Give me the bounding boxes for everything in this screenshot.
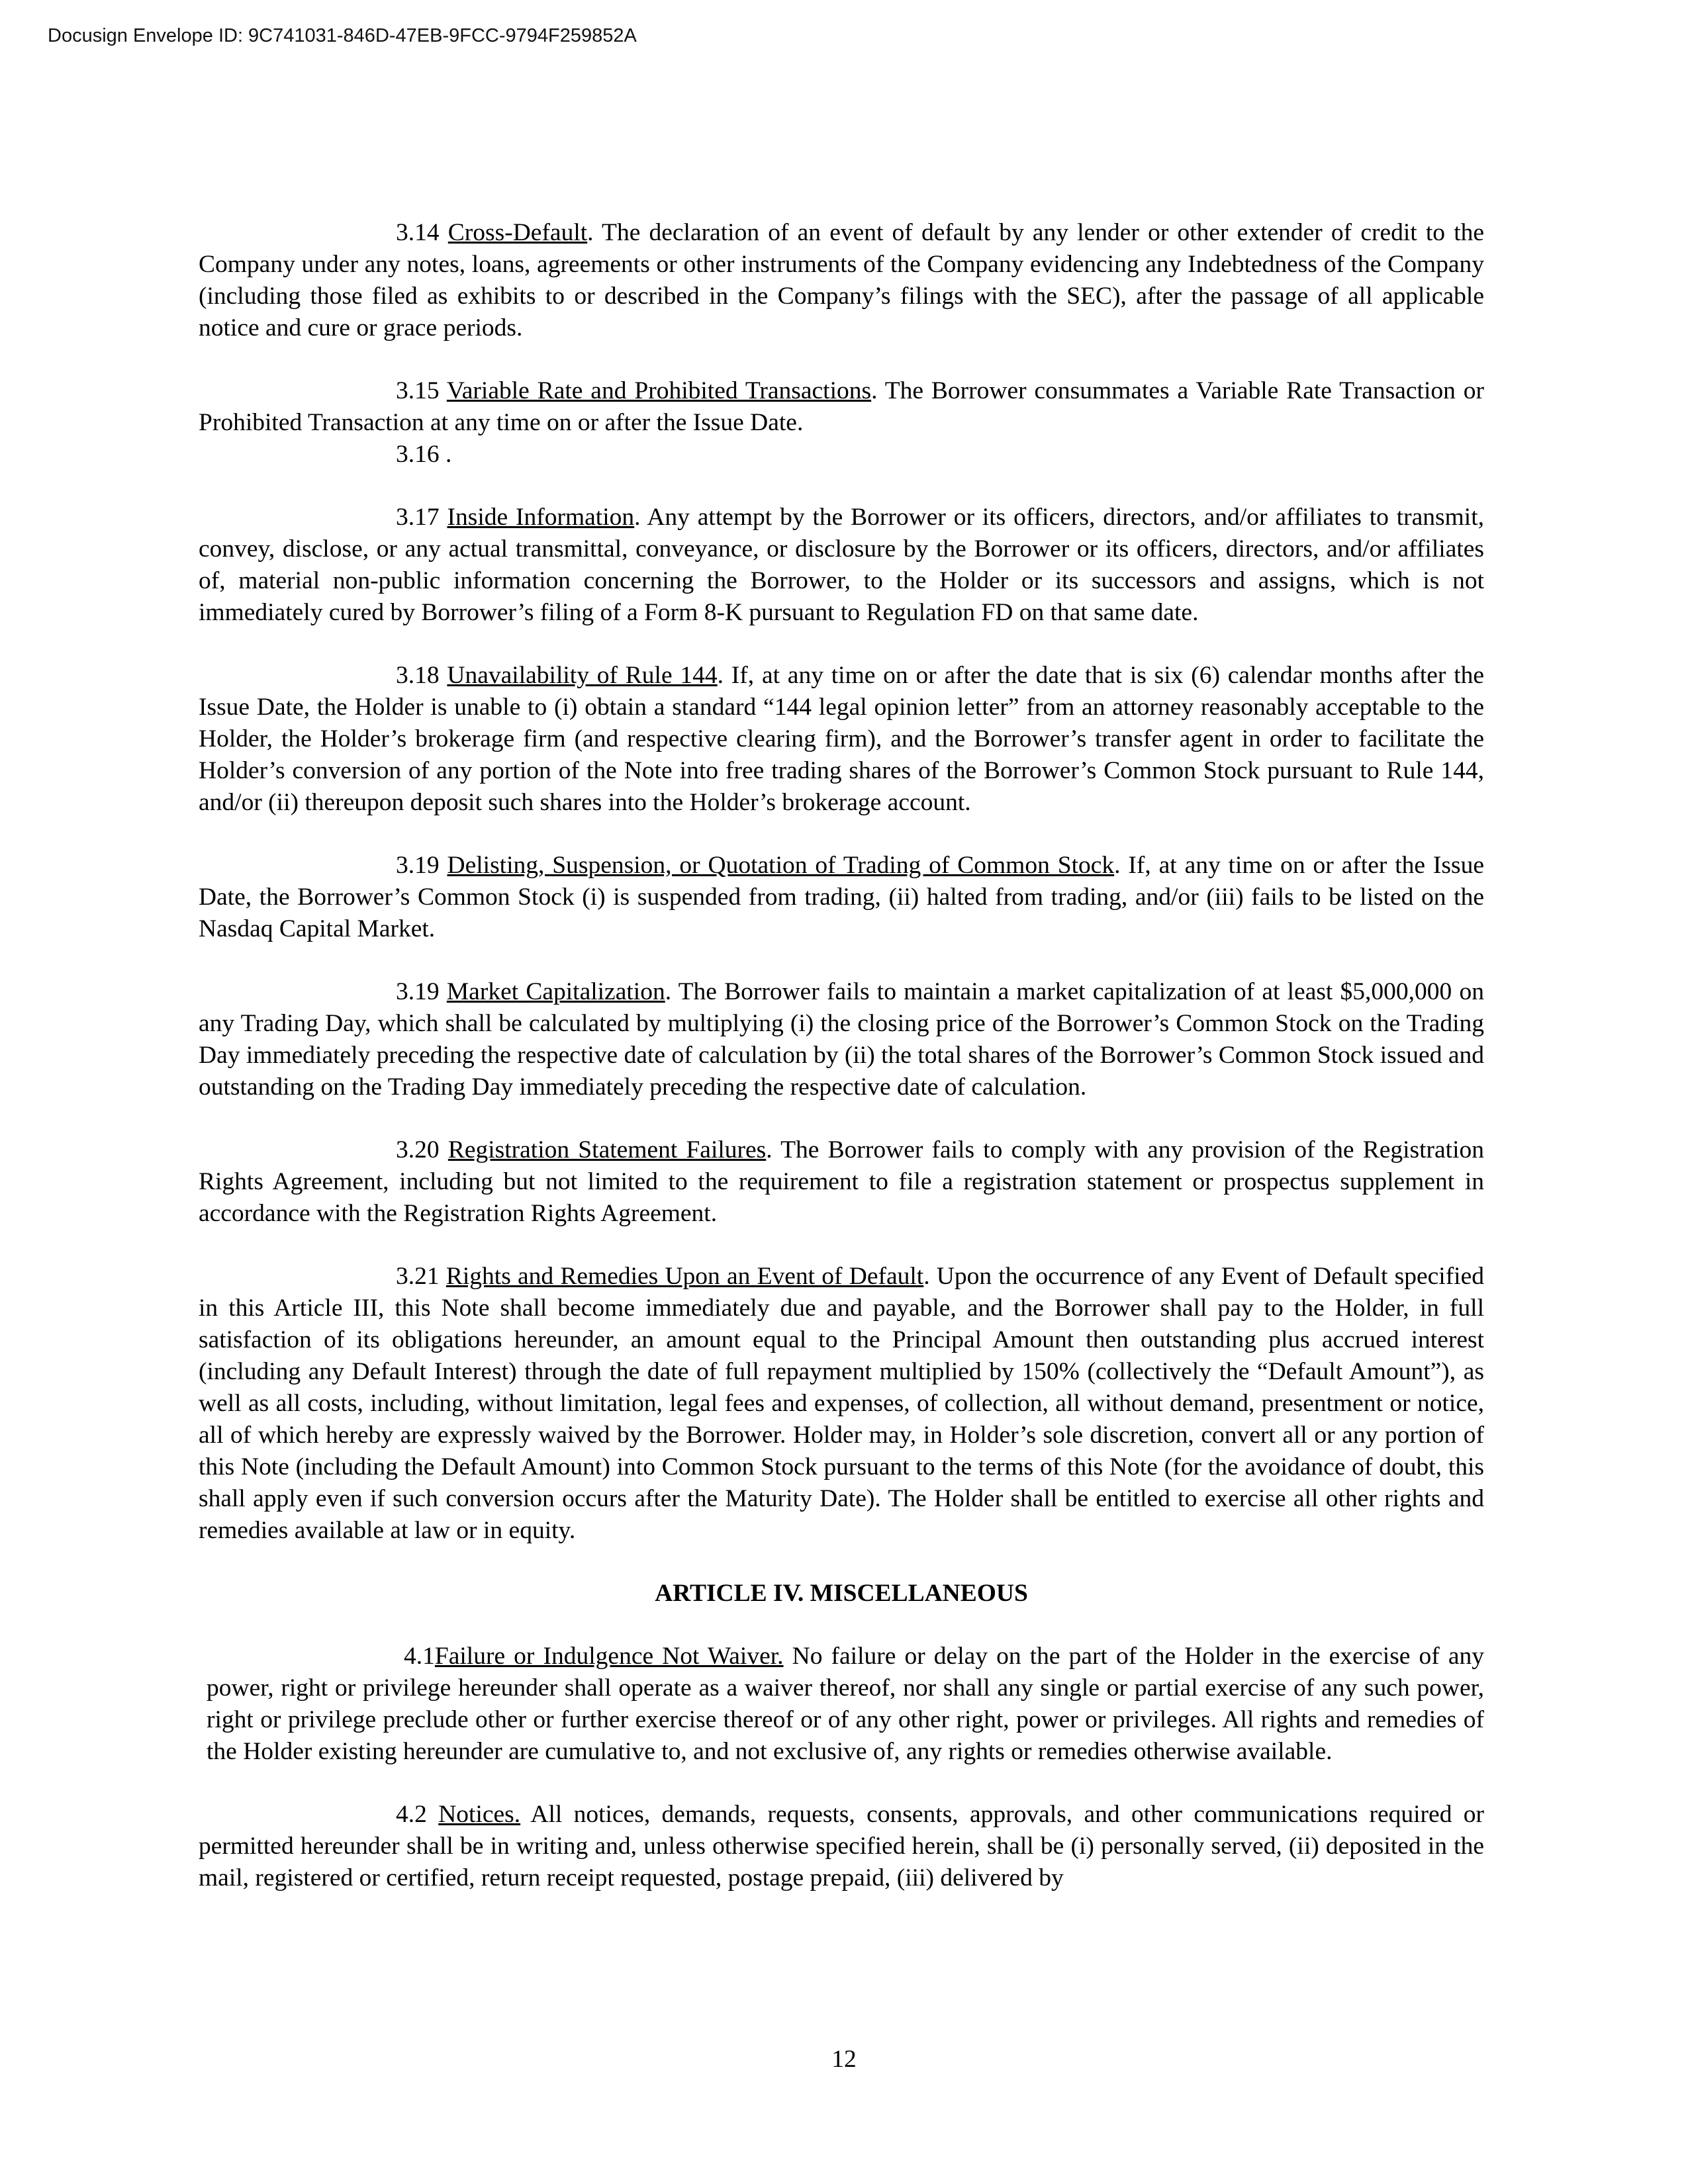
- section-title: Delisting, Suspension, or Quotation of Trading of Common Stock: [447, 852, 1115, 879]
- section-number: 3.21: [396, 1263, 440, 1290]
- section-number: 4.2: [396, 1801, 427, 1828]
- section-title: Registration Statement Failures: [447, 1136, 767, 1163]
- section-text: . Upon the occurrence of any Event of Default specified in this Article III, this Note shall become immediately due and payable, and the Borrower shall pay to the Holder, in full satisfaction of its obligations hereunder, an amount equal to the Principal Amount then outstanding plus accrued interest (including any Default Interest) through the date of full repayment multiplied by 150% (collectively the “Default Amount”), as well as all costs, including, without limitation, legal fees and expenses, of collection, all without demand, presentment or notice, all of which hereby are expressly waived by the Borrower. Holder may, in Holder’s sole discretion, convert all or any portion of this Note (including the Default Amount) into Common Stock pursuant to the terms of this Note (for the avoidance of doubt, this shall apply even if such conversion occurs after the Maturity Date). The Holder shall be entitled to exercise all other rights and remedies available at law or in equity.: [199, 1263, 1484, 1544]
- page-number: 12: [831, 2046, 857, 2073]
- envelope-id: Docusign Envelope ID: 9C741031-846D-47EB-9FCC-9794F259852A: [48, 25, 637, 46]
- section-text: . If, at any time on or after the date that is six (6) calendar months after the Issue Date, the Holder is unable to (i) obtain a standard “144 legal opinion letter” from an attorney reasonably acceptable to the Holder, the Holder’s brokerage firm (and respective clearing firm), and the Borrower’s transfer agent in order to facilitate the Holder’s conversion of any portion of the Note into free trading shares of the Borrower’s Common Stock pursuant to Rule 144, and/or (ii) thereupon deposit such shares into the Holder’s brokerage account.: [199, 662, 1485, 816]
- section-text: No failure or delay on the part of the Holder in the exercise of any power, right or privilege hereunder shall operate as a waiver thereof, nor shall any single or partial exercise of any such power, right or privilege preclude other or further exercise thereof or of any other right, power or privileges. All rights and remedies of the Holder existing hereunder are cumulative to, and not exclusive of, any rights or remedies otherwise available.: [207, 1643, 1485, 1765]
- section-number: 3.20: [396, 1136, 440, 1163]
- section-number: 3.17: [396, 504, 440, 531]
- section-number: 3.15: [396, 377, 440, 404]
- section-text: . Any attempt by the Borrower or its officers, directors, and/or affiliates to transmit, convey, disclose, or any actual transmittal, conveyance, or disclosure by the Borrower or its officers, directors, and/or affiliates of, material non-public information concerning the Borrower, to the Holder or its successors and assigns, which is not immediately cured by Borrower’s filing of a Form 8-K pursuant to Regulation FD on that same date.: [199, 504, 1485, 626]
- section-number: 3.19: [396, 852, 440, 879]
- section-3-21: [199, 1261, 1484, 1547]
- section-number: 3.18: [396, 662, 440, 689]
- document-body: [199, 217, 1484, 1925]
- section-title: Cross-Default: [447, 219, 588, 246]
- section-3-17: [199, 502, 1484, 629]
- section-3-20: [199, 1134, 1484, 1230]
- section-title: Notices.: [438, 1801, 521, 1828]
- section-number: 3.16: [396, 441, 440, 468]
- section-3-15: [199, 375, 1484, 439]
- section-3-16: [199, 439, 1484, 471]
- section-title: Failure or Indulgence Not Waiver.: [434, 1643, 784, 1670]
- section-title: Variable Rate and Prohibited Transactions: [446, 377, 872, 404]
- section-4-1: [199, 1641, 1484, 1768]
- article-heading: ARTICLE IV. MISCELLANEOUS: [655, 1580, 1028, 1607]
- section-text: .: [439, 441, 452, 468]
- section-4-2: [199, 1799, 1484, 1894]
- section-3-19-market-cap: [199, 976, 1484, 1103]
- section-number: 4.1: [404, 1643, 435, 1670]
- section-text: . The Borrower fails to comply with any provision of the Registration Rights Agreement, including but not limited to the requirement to file a registration statement or prospectus supplement in accordance with the Registration Rights Agreement.: [199, 1136, 1484, 1227]
- section-3-19-delisting: [199, 850, 1484, 945]
- section-text: All notices, demands, requests, consents, approvals, and other communications required or permitted hereunder shall be in writing and, unless otherwise specified herein, shall be (i) personally served, (ii) deposited in the mail, registered or certified, return receipt requested, postage prepaid, (iii) delivered by: [199, 1801, 1485, 1891]
- section-title: Market Capitalization: [446, 978, 665, 1005]
- section-text: . The Borrower consummates a Variable Rate Transaction or Prohibited Transaction at any time on or after the Issue Date.: [199, 377, 1484, 436]
- section-text: . If, at any time on or after the Issue Date, the Borrower’s Common Stock (i) is suspended from trading, (ii) halted from trading, and/or (iii) fails to be listed on the Nasdaq Capital Market.: [199, 852, 1485, 942]
- section-title: Unavailability of Rule 144: [447, 662, 718, 689]
- section-number: 3.14: [396, 219, 440, 246]
- section-3-18: [199, 660, 1484, 819]
- section-text: . The Borrower fails to maintain a market capitalization of at least $5,000,000 on any Trading Day, which shall be calculated by multiplying (i) the closing price of the Borrower’s Common Stock on the Trading Day immediately preceding the respective date of calculation by (ii) the total shares of the Borrower’s Common Stock issued and outstanding on the Trading Day immediately preceding the respective date of calculation.: [199, 978, 1485, 1101]
- section-text: . The declaration of an event of default by any lender or other extender of credit to the Company under any notes, loans, agreements or other instruments of the Company evidencing any Indebtedness of the Company (including those filed as exhibits to or described in the Company’s filings with the SEC), after the passage of all applicable notice and cure or grace periods.: [199, 219, 1485, 341]
- section-title: Rights and Remedies Upon an Event of Default: [445, 1263, 924, 1290]
- section-3-14: [199, 217, 1484, 344]
- section-number: 3.19: [396, 978, 440, 1005]
- section-title: Inside Information: [447, 504, 635, 531]
